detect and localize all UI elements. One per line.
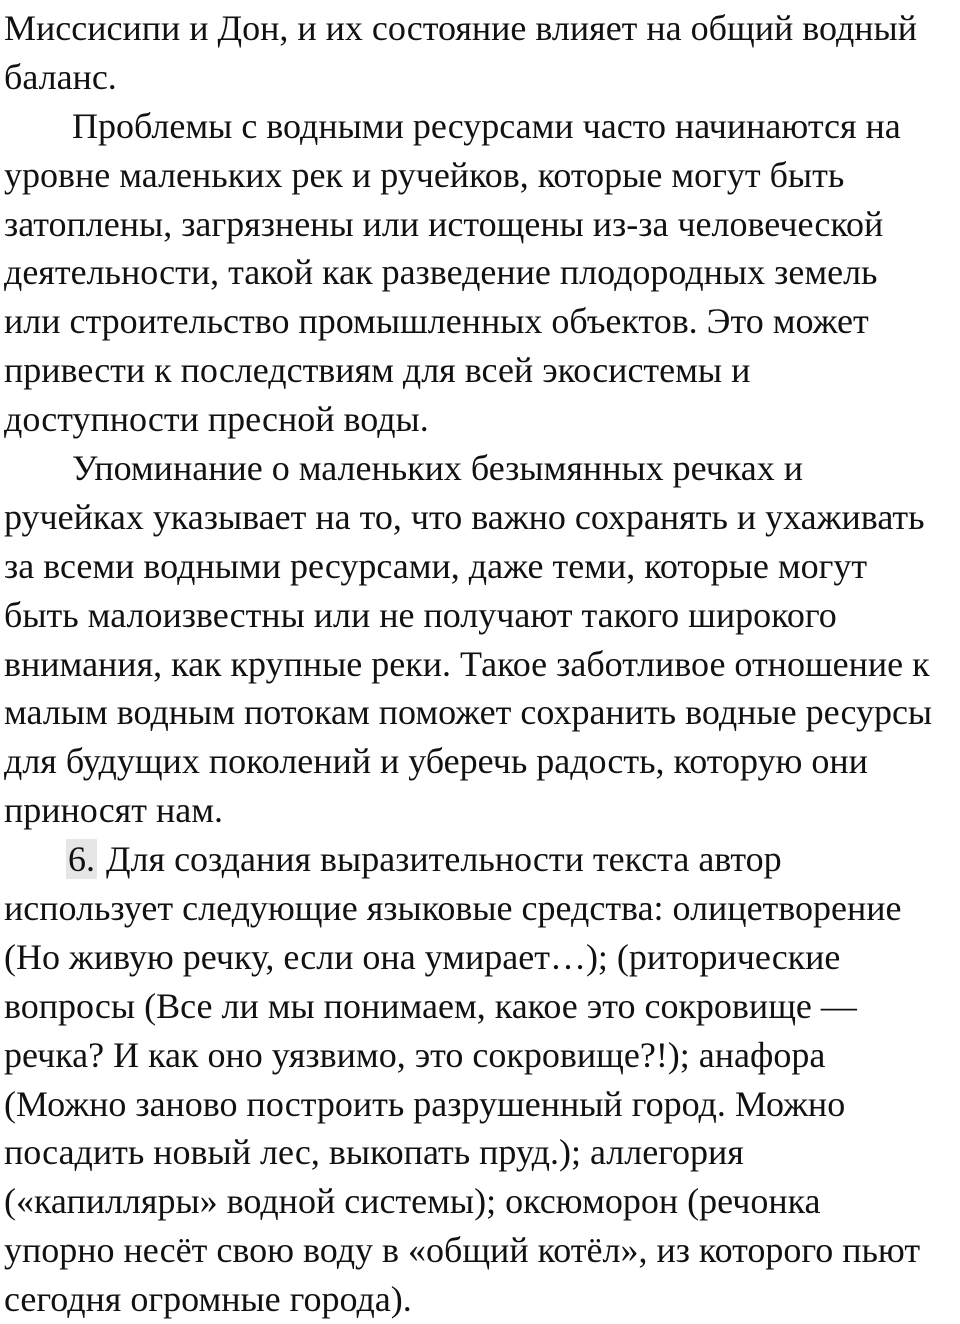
text-line: упорно несёт свою воду в «общий котёл», из которого пьют	[4, 1230, 921, 1271]
document-page	[4, 4, 960, 1324]
text-line: или строительство промышленных объектов. Это может	[4, 301, 869, 342]
paragraph-water-problems	[4, 102, 960, 444]
text-line: приносят нам.	[4, 790, 223, 831]
text-line: уровне маленьких рек и ручейков, которые могут быть	[4, 154, 845, 195]
text-line: ручейках указывает на то, что важно сохранять и ухаживать	[4, 496, 925, 537]
text-line: сегодня огромные города).	[4, 1279, 412, 1320]
text-line: посадить новый лес, выкопать пруд.); аллегория	[4, 1132, 744, 1173]
text-line: Проблемы с водными ресурсами часто начинаются на	[72, 105, 901, 146]
text-segment: Для создания выразительности текста автор	[97, 839, 782, 880]
text-line: затоплены, загрязнены или истощены из-за человеческой	[4, 203, 884, 244]
text-line	[4, 835, 960, 884]
text-line: вопросы (Все ли мы понимаем, какое это сокровище —	[4, 985, 857, 1026]
text-line: использует следующие языковые средства: олицетворение	[4, 888, 902, 929]
paragraph-small-rivers	[4, 444, 960, 835]
paragraph-continuation	[4, 4, 960, 102]
text-line: малым водным потокам поможет сохранить водные ресурсы	[4, 692, 933, 733]
text-line: баланс.	[4, 56, 117, 97]
text-line: для будущих поколений и уберечь радость, которую они	[4, 741, 868, 782]
text-line: привести к последствиям для всей экосистемы и	[4, 350, 751, 391]
text-line: внимания, как крупные реки. Такое заботливое отношение к	[4, 643, 930, 684]
paragraph-item-6	[4, 835, 960, 1324]
text-line: (Можно заново построить разрушенный город. Можно	[4, 1083, 846, 1124]
item-number: 6.	[68, 839, 95, 880]
text-line: доступности пресной воды.	[4, 399, 429, 440]
text-line: Упоминание о маленьких безымянных речках и	[72, 448, 804, 489]
text-line: быть малоизвестны или не получают такого широкого	[4, 594, 837, 635]
text-line: Миссисипи и Дон, и их состояние влияет на общий водный	[4, 8, 917, 48]
text-line: речка? И как оно уязвимо, это сокровище?!); анафора	[4, 1034, 826, 1075]
text-line: за всеми водными ресурсами, даже теми, которые могут	[4, 545, 868, 586]
text-line: (Но живую речку, если она умирает…); (риторические	[4, 936, 841, 977]
text-line: («капилляры» водной системы); оксюморон (речонка	[4, 1181, 821, 1222]
text-line: деятельности, такой как разведение плодородных земель	[4, 252, 878, 293]
